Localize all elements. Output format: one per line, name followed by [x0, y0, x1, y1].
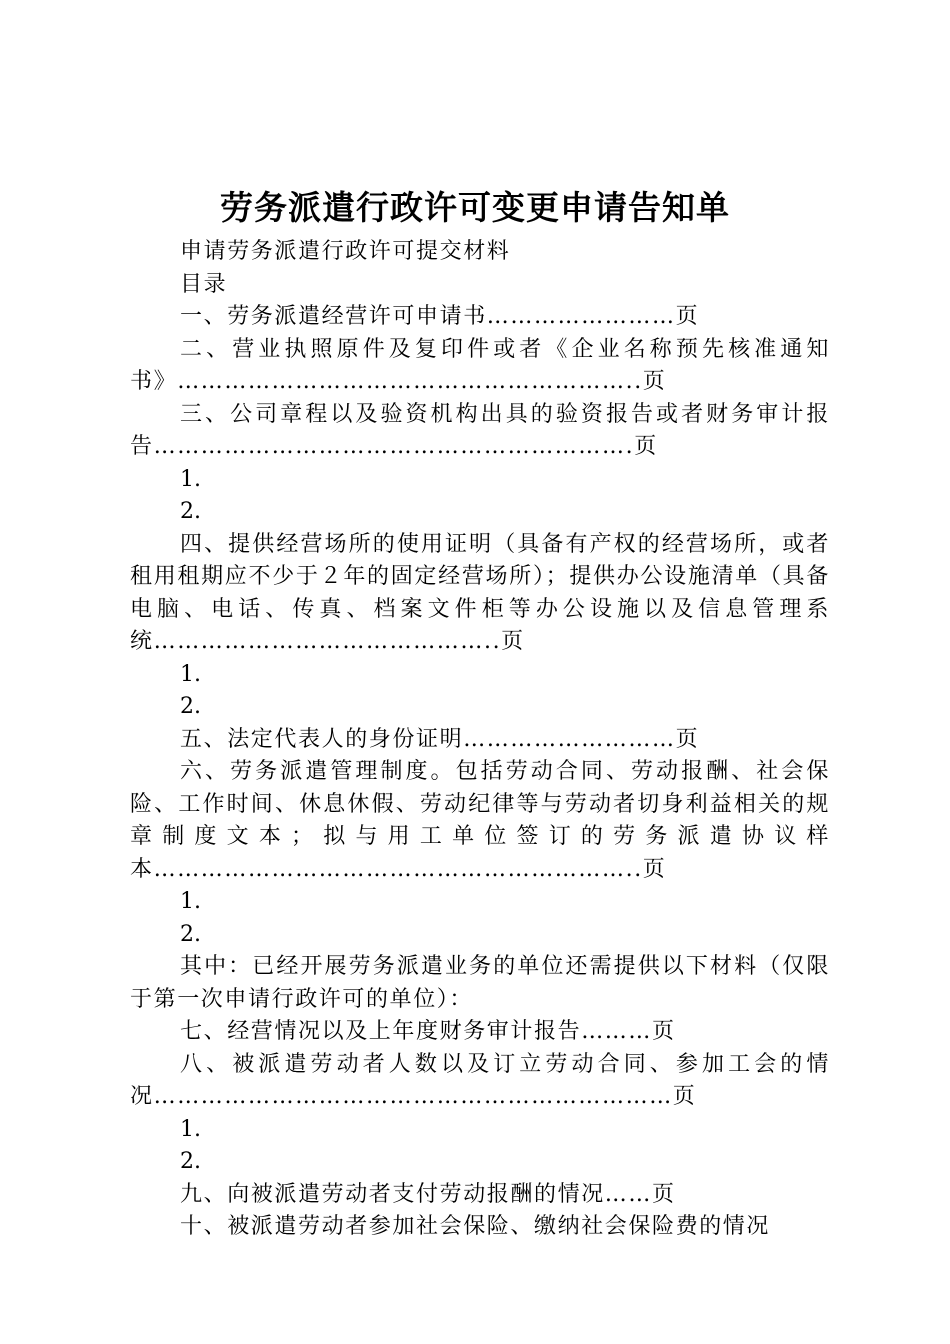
toc-subitem: 1.	[180, 661, 201, 687]
toc-item-1: 一、劳务派遣经营许可申请书……………………页	[180, 304, 700, 329]
toc-item-5: 五、法定代表人的身份证明………………………页	[180, 726, 700, 752]
document-body	[130, 236, 830, 1244]
toc-item-10: 十、被派遣劳动者参加社会保险、缴纳社会保险费的情况	[180, 1214, 771, 1239]
toc-item-2: 二、营业执照原件及复印件或者《企业名称预先核准通知书》…………………………………………………..页	[130, 336, 830, 394]
toc-item-3: 三、公司章程以及验资机构出具的验资报告或者财务审计报告…………………………………………………….页	[130, 401, 830, 459]
toc-item-4: 四、提供经营场所的使用证明（具备有产权的经营场所，或者租用租期应不少于２年的固定经营场所）；提供办公设施清单（具备电脑、电话、传真、档案文件柜等办公设施以及信息管理系统……………………………………..页	[130, 531, 830, 654]
paragraph-note: 其中：已经开展劳务派遣业务的单位还需提供以下材料（仅限于第一次申请行政许可的单位）：	[130, 954, 830, 1012]
toc-subitem: 1.	[180, 889, 201, 914]
paragraph-toc-heading: 目录	[180, 271, 228, 297]
toc-item-9: 九、向被派遣劳动者支付劳动报酬的情况……页	[180, 1181, 676, 1207]
toc-subitem: 1.	[180, 1116, 201, 1142]
toc-subitem: 1.	[180, 466, 201, 492]
document-title: 劳务派遣行政许可变更申请告知单	[220, 188, 730, 227]
toc-subitem: 2.	[180, 499, 201, 524]
toc-item-6: 六、劳务派遣管理制度。包括劳动合同、劳动报酬、社会保险、工作时间、休息休假、劳动纪律等与劳动者切身利益相关的规章制度文本；拟与用工单位签订的劳务派遣协议样本……………………………………………………..页	[130, 759, 830, 882]
toc-subitem: 2.	[180, 694, 201, 719]
toc-subitem: 2.	[180, 921, 201, 947]
paragraph-intro: 申请劳务派遣行政许可提交材料	[180, 239, 511, 264]
toc-subitem: 2.	[180, 1149, 201, 1174]
toc-item-7: 七、经营情况以及上年度财务审计报告………页	[180, 1019, 676, 1044]
toc-item-8: 八、被派遣劳动者人数以及订立劳动合同、参加工会的情况…………………………………………………………页	[130, 1051, 830, 1109]
